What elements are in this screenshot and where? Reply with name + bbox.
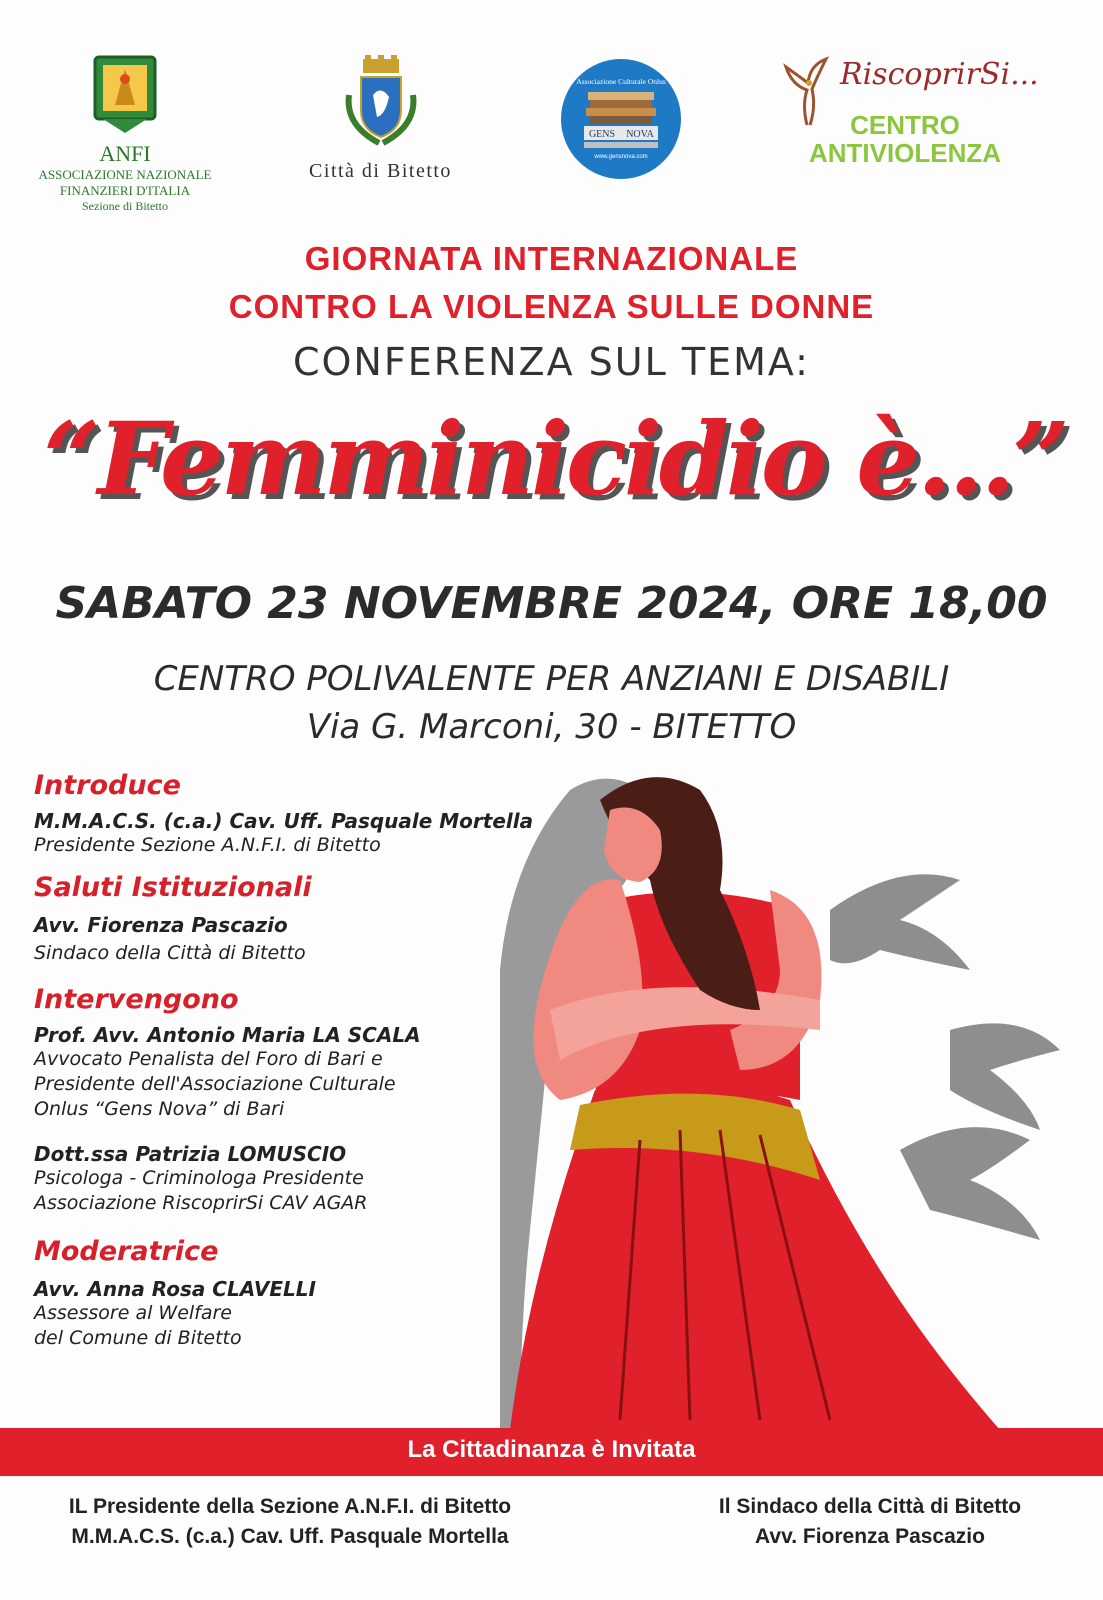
event-heading — [0, 235, 1103, 331]
footer-left — [30, 1492, 550, 1552]
gens-nova-logo — [560, 58, 682, 180]
event-date: SABATO 23 NOVEMBRE 2024, ORE 18,00 — [55, 578, 1048, 629]
main-title: “Femminicidio è...” — [43, 400, 1067, 518]
speaker1-role2: Presidente dell'Associazione Culturale — [34, 1073, 396, 1095]
introduce-heading: Introduce — [34, 770, 181, 801]
venue-address: Via G. Marconi, 30 - BITETTO — [306, 707, 797, 747]
cav-line1: CENTRO — [850, 110, 960, 140]
anfi-shield-icon — [93, 55, 157, 135]
anfi-line1: ASSOCIAZIONE NAZIONALE — [38, 167, 212, 182]
heading-line2: CONTRO LA VIOLENZA SULLE DONNE — [228, 288, 875, 325]
speaker2-role1: Psicologa - Criminologa Presidente — [34, 1167, 364, 1189]
moderatrice-name: Avv. Anna Rosa CLAVELLI — [34, 1277, 316, 1301]
moderatrice-role1: Assessore al Welfare — [34, 1302, 232, 1324]
bitetto-logo — [278, 55, 483, 183]
gens-nova-tagline: Associazione Culturale Onlus — [576, 77, 666, 86]
cav-line2: ANTIVIOLENZA — [808, 138, 1002, 168]
footer-right — [690, 1492, 1050, 1552]
introduce-role: Presidente Sezione A.N.F.I. di Bitetto — [34, 834, 381, 856]
footer-left-line2: M.M.A.C.S. (c.a.) Cav. Uff. Pasquale Mortella — [71, 1525, 509, 1548]
speaker1-role3: Onlus “Gens Nova” di Bari — [34, 1098, 285, 1120]
gens-word: GENS — [588, 129, 616, 140]
gens-nova-url: www.gensnova.com — [594, 154, 648, 160]
speaker1-role1: Avvocato Penalista del Foro di Bari e — [34, 1048, 383, 1070]
moderatrice-heading: Moderatrice — [34, 1236, 219, 1267]
nova-word: NOVA — [626, 129, 654, 140]
woman-illustration — [500, 770, 1103, 1430]
speaker2-name: Dott.ssa Patrizia LOMUSCIO — [34, 1142, 347, 1166]
program — [34, 770, 534, 1351]
centro-antiviolenza — [785, 111, 1025, 167]
riscoprirsi-name: RiscoprirSi... — [840, 57, 1039, 92]
intervengono-heading: Intervengono — [34, 984, 239, 1015]
speaker2-role2: Associazione RiscoprirSi CAV AGAR — [34, 1192, 368, 1214]
footer-left-line1: IL Presidente della Sezione A.N.F.I. di Bitetto — [68, 1495, 512, 1518]
footer-right-line1: Il Sindaco della Città di Bitetto — [718, 1495, 1022, 1518]
introduce-name: M.M.A.C.S. (c.a.) Cav. Uff. Pasquale Mortella — [34, 809, 534, 833]
anfi-title: ANFI — [99, 141, 151, 166]
saluti-heading: Saluti Istituzionali — [34, 872, 312, 903]
city-crest-icon — [341, 55, 421, 150]
saluti-role: Sindaco della Città di Bitetto — [34, 942, 306, 964]
anfi-section: Sezione di Bitetto — [82, 199, 168, 213]
saluti-name: Avv. Fiorenza Pascazio — [34, 913, 288, 937]
bitetto-name: Città di Bitetto — [309, 160, 452, 182]
footer-right-line2: Avv. Fiorenza Pascazio — [755, 1525, 985, 1548]
conference-label: CONFERENZA SUL TEMA: — [292, 340, 810, 384]
event-venue — [0, 655, 1103, 751]
moderatrice-role2: del Comune di Bitetto — [34, 1327, 242, 1349]
heading-line1: GIORNATA INTERNAZIONALE — [304, 240, 799, 277]
anfi-line2: FINANZIERI D'ITALIA — [59, 183, 191, 198]
speaker1-name: Prof. Avv. Antonio Maria LA SCALA — [34, 1023, 421, 1047]
anfi-logo — [30, 55, 220, 214]
invitation-text: La Cittadinanza è Invitata — [407, 1436, 696, 1463]
venue-name: CENTRO POLIVALENTE PER ANZIANI E DISABILI — [153, 659, 950, 699]
